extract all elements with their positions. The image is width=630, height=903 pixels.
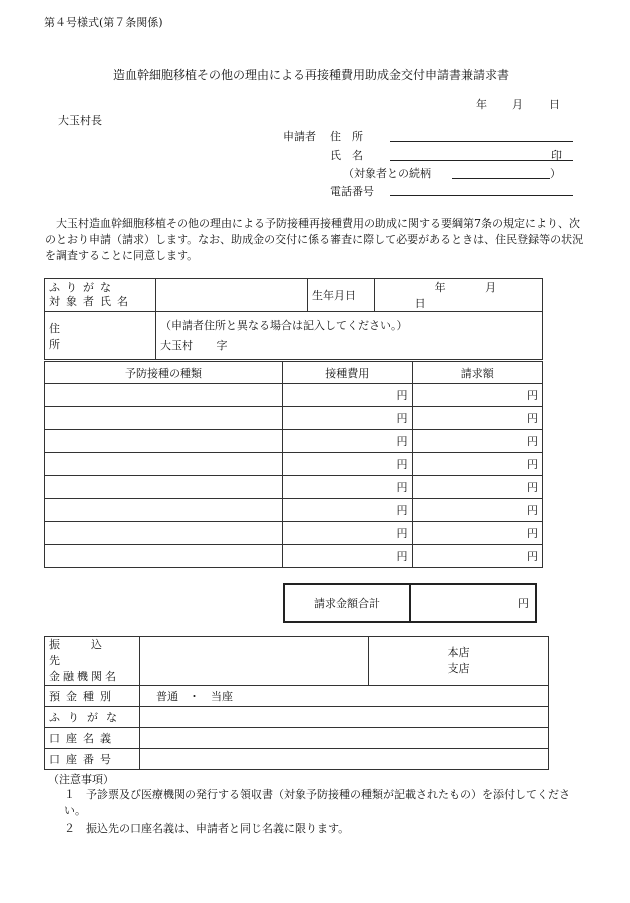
branch-main-label: 本店 [447,646,470,659]
account-name-label: 口座名義 [45,728,140,749]
table-row [45,522,543,545]
statement-text: 大玉村造血幹細胞移植その他の理由による予防接種再接種費用の助成に関する要綱第7条の規定により、次のとおり申請（請求）します。なお、助成金の交付に係る審査に際して必要があるときは、住民登録等の状況を調査することに同意します。 [45,217,584,262]
notes-heading: （注意事項） [48,773,114,786]
birth-month-label: 月 [485,281,497,294]
relation-field[interactable] [452,178,550,179]
address-prefix: 大玉村 [160,338,193,352]
bank-name-label: 金融機関名 [49,670,119,683]
vaccine-type-input[interactable] [45,499,283,522]
vaccine-table [44,361,543,568]
vaccine-type-input[interactable] [45,545,283,568]
address-note: （申請者住所と異なる場合は記入してください。） [160,318,408,332]
addressee: 大玉村長 [58,114,102,127]
bank-name-label-cell [45,637,140,686]
address-aza: 字 [216,338,228,352]
vaccine-claim-input[interactable]: 円 [412,522,543,545]
vaccine-claim-input[interactable]: 円 [412,476,543,499]
phone-field[interactable] [390,195,573,196]
applicant-name-label: 氏 名 [330,149,363,162]
table-row [45,499,543,522]
vaccine-type-input[interactable] [45,476,283,499]
applicant-address-field[interactable] [390,141,573,142]
relation-close-label: ） [550,167,561,180]
note-item-1: １ 予診票及び医療機関の発行する領収書（対象予防接種の種類が記載されたもの）を添付してください。 [64,788,570,817]
transfer-label: 振 込 先 [49,638,133,667]
vaccine-claim-input[interactable]: 円 [412,545,543,568]
account-number-input[interactable] [140,749,549,770]
vaccine-claim-input[interactable]: 円 [412,407,543,430]
table-row [45,407,543,430]
vaccine-type-input[interactable] [45,384,283,407]
vaccine-cost-input[interactable]: 円 [283,476,413,499]
applicant-label: 申請者 [283,130,316,143]
account-type-label: 預金種別 [45,686,140,707]
table-row [45,545,543,568]
bank-furigana-input[interactable] [140,707,549,728]
vaccine-cost-header: 接種費用 [283,362,413,384]
account-name-input[interactable] [140,728,549,749]
vaccine-claim-input[interactable]: 円 [412,499,543,522]
vaccine-type-input[interactable] [45,522,283,545]
vaccine-cost-input[interactable]: 円 [283,407,413,430]
subject-table [44,278,543,360]
furigana-name-label-cell [45,279,156,312]
document-title: 造血幹細胞移植その他の理由による再接種費用助成金交付申請書兼請求書 [113,68,510,82]
vaccine-claim-header: 請求額 [412,362,543,384]
subject-address-label: 住 所 [45,312,156,360]
total-claim-box [283,583,537,623]
birth-year-label: 年 [434,281,446,294]
seal-mark: 印 [551,149,562,162]
account-type-input[interactable]: 普通 ・ 当座 [140,686,549,707]
vaccine-cost-input[interactable]: 円 [283,499,413,522]
note-item-2: ２ 振込先の口座名義は、申請者と同じ名義に限ります。 [64,822,350,835]
birthdate-input[interactable] [374,279,542,312]
bank-furigana-label: ふりがな [45,707,140,728]
birth-day-label: 日 [414,297,426,310]
vaccine-cost-input[interactable]: 円 [283,545,413,568]
phone-label: 電話番号 [330,185,374,198]
applicant-address-label: 住 所 [330,130,363,143]
total-claim-label: 請求金額合計 [285,585,411,621]
vaccine-claim-input[interactable]: 円 [412,384,543,407]
vaccine-cost-input[interactable]: 円 [283,453,413,476]
subject-name-input[interactable] [156,279,308,312]
total-claim-input[interactable]: 円 [518,597,529,610]
vaccine-type-input[interactable] [45,453,283,476]
vaccine-cost-input[interactable]: 円 [283,522,413,545]
furigana-label: ふりがな [49,281,117,294]
applicant-name-field[interactable] [390,160,573,161]
vaccine-claim-input[interactable]: 円 [412,430,543,453]
date-year-label: 年 [476,98,487,111]
table-row [45,384,543,407]
date-day-label: 日 [549,98,560,111]
vaccine-type-input[interactable] [45,407,283,430]
birthdate-label: 生年月日 [307,279,374,312]
vaccine-claim-input[interactable]: 円 [412,453,543,476]
subject-name-label: 対象者氏名 [49,295,134,308]
relation-open-label: （対象者との続柄 [343,167,431,180]
vaccine-cost-input[interactable]: 円 [283,430,413,453]
table-row [45,430,543,453]
date-month-label: 月 [512,98,523,111]
branch-input[interactable] [369,637,549,686]
bank-name-input[interactable] [140,637,369,686]
account-number-label: 口座番号 [45,749,140,770]
vaccine-type-header: 予防接種の種類 [45,362,283,384]
table-row [45,453,543,476]
table-row [45,476,543,499]
form-number: 第４号様式(第７条関係) [44,16,163,29]
bank-table [44,636,549,770]
vaccine-cost-input[interactable]: 円 [283,384,413,407]
branch-sub-label: 支店 [447,662,470,675]
vaccine-type-input[interactable] [45,430,283,453]
subject-address-input[interactable] [156,312,543,360]
